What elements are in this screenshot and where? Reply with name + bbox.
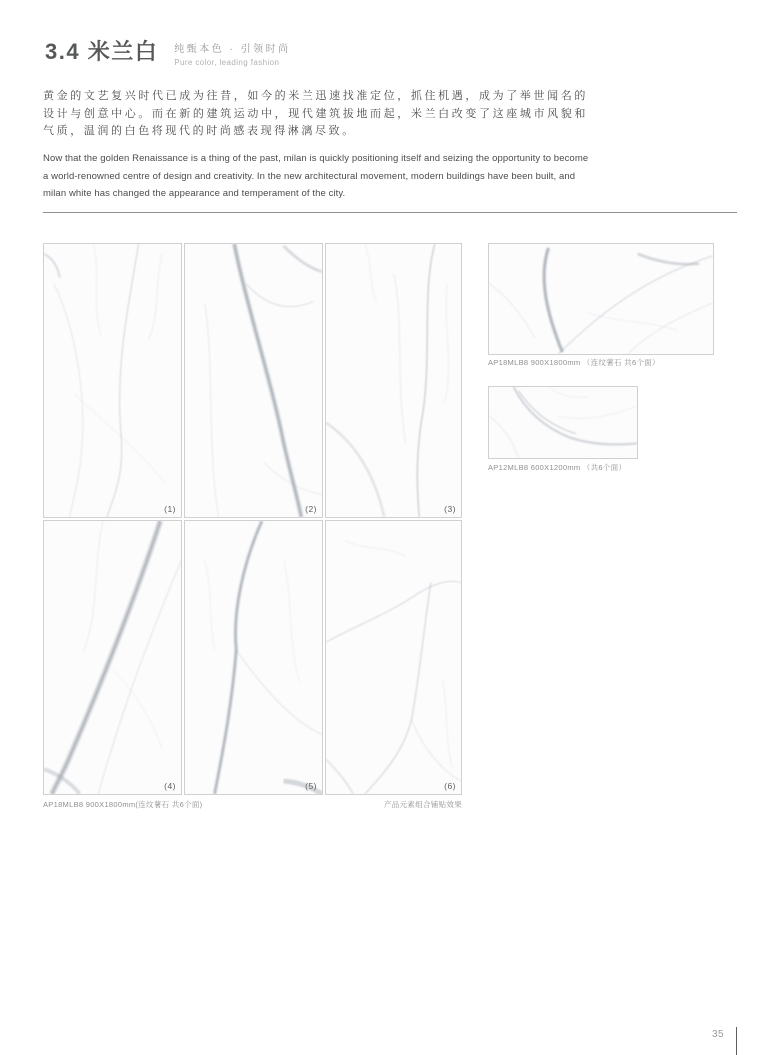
section-divider xyxy=(43,212,737,213)
marble-texture xyxy=(185,521,322,794)
marble-texture xyxy=(44,521,181,794)
plate-number-label: (1) xyxy=(164,504,176,514)
marble-texture xyxy=(326,244,461,517)
grid-caption-right: 产品元素组合铺贴效果 xyxy=(384,800,462,809)
page-subtitle xyxy=(174,40,290,67)
intro-paragraph-chinese: 黄金的文艺复兴时代已成为往昔，如今的米兰迅速找准定位，抓住机遇，成为了举世闻名的设计与创意中心。而在新的建筑运动中，现代建筑拔地而起，米兰白改变了这座城市风貌和气质，温润的白色将现代的时尚感表现得淋漓尽致。 xyxy=(43,90,588,137)
marble-texture xyxy=(489,387,637,458)
plate-number-label: (2) xyxy=(305,504,317,514)
marble-plate-6 xyxy=(325,520,462,795)
product-caption-900x1800: AP18MLB8 900X1800mm （连纹薯石 共6个面） xyxy=(488,358,660,367)
marble-texture xyxy=(326,521,461,794)
plate-number-label: (4) xyxy=(164,781,176,791)
product-image-600x1200 xyxy=(488,386,638,459)
marble-plate-4 xyxy=(43,520,182,795)
grid-caption-left: AP18MLB8 900X1800mm(连纹薯石 共6个面) xyxy=(43,800,203,809)
marble-plate-5 xyxy=(184,520,323,795)
marble-plate-1 xyxy=(43,243,182,518)
product-caption-600x1200: AP12MLB8 600X1200mm （共6个面） xyxy=(488,463,627,472)
plate-number-label: (3) xyxy=(444,504,456,514)
page-number-divider xyxy=(736,1027,737,1055)
marble-plate-2 xyxy=(184,243,323,518)
marble-texture xyxy=(489,244,713,354)
section-number: 3.4 xyxy=(45,39,81,64)
subtitle-english: Pure color, leading fashion xyxy=(174,58,280,67)
plate-number-label: (6) xyxy=(444,781,456,791)
product-image-900x1800 xyxy=(488,243,714,355)
marble-texture xyxy=(185,244,322,517)
subtitle-chinese: 纯甄本色 · 引领时尚 xyxy=(174,44,291,55)
marble-texture xyxy=(44,244,181,517)
plate-number-label: (5) xyxy=(305,781,317,791)
page-number: 35 xyxy=(712,1029,725,1040)
page-title xyxy=(45,35,158,66)
page-header xyxy=(45,35,291,67)
intro-paragraph-english: Now that the golden Renaissance is a thing of the past, milan is quickly positioning itself and seizing the opportunity to become a world-renowned centre of design and creativity. In the new architectural movement, modern buildings have been built, and milan white has changed the appearance and temperament of the city. xyxy=(43,153,589,199)
marble-plate-3 xyxy=(325,243,462,518)
section-name: 米兰白 xyxy=(87,39,159,64)
